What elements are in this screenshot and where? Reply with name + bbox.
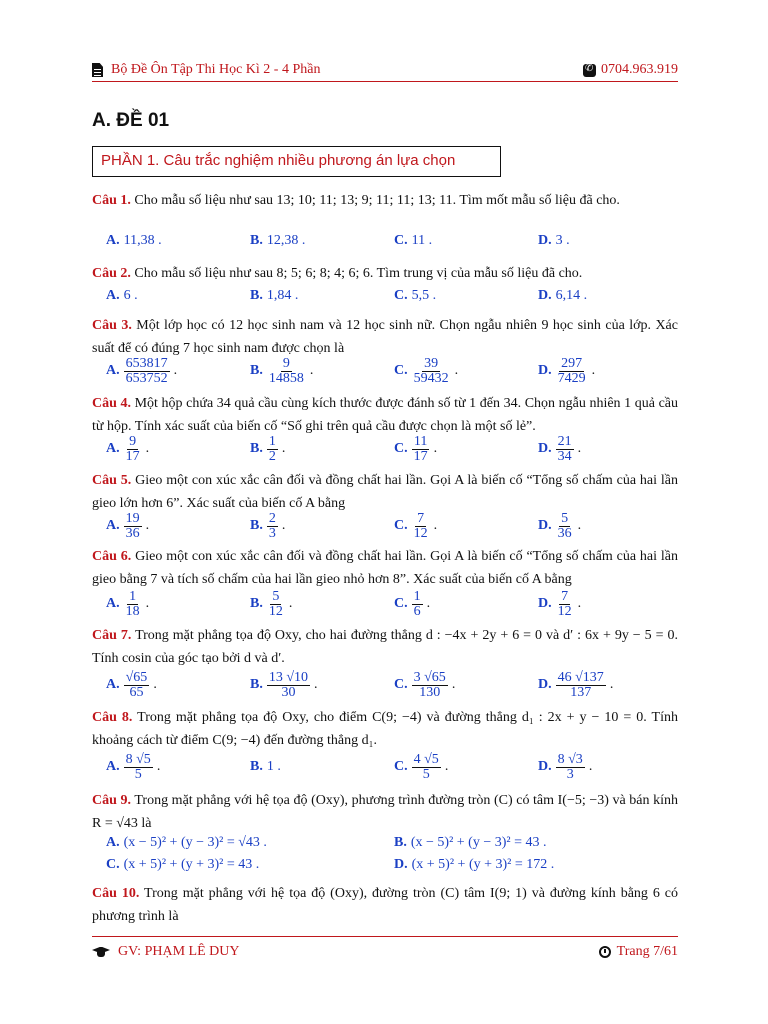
question-text: Cho mẫu số liệu như sau 13; 10; 11; 13; 9; 11; 11; 13; 11. Tìm mốt mẫu số liệu đã cho. [134,193,620,208]
question-label: Câu 7. [92,628,132,643]
option-b: $\frac{13 √10}{30}$ [268,669,309,700]
option-c: $\frac{11}{17}$ [413,433,428,464]
footer-left [92,944,239,960]
option-b-label: B. [250,677,263,692]
question-label: Câu 2. [92,266,131,281]
option-d-label: D. [394,857,408,872]
page-header [92,60,678,82]
clock-icon [599,946,611,958]
option-b-label: B. [250,233,263,248]
option-a: (x − 5)² + (y − 3)² = √43 . [123,835,267,850]
option-a: $\frac{√65}{65}$ [125,669,148,700]
option-b-label: B. [250,441,263,456]
option-a: $\frac{9}{17}$ [125,433,140,464]
option-d: $\frac{21}{34}$ [557,433,572,464]
option-d-label: D. [538,288,552,303]
option-b-label: B. [250,759,263,774]
option-a: $\frac{653817}{653752}$ [125,355,168,386]
question-7 [92,624,678,670]
question-9 [92,789,678,835]
option-d-label: D. [538,596,552,611]
question-text: Trong mặt phẳng tọa độ Oxy, cho điểm C(9; −4) và đường thẳng d₁ : 2x + y − 10 = 0. Tính khoảng cách từ điểm C(9; −4) đến đường thẳng d₁. [92,710,678,748]
option-c-label: C. [394,596,408,611]
option-a: $\frac{8 √5}{5}$ [125,751,151,782]
option-d: 6,14 . [555,288,588,303]
part-title: PHẦN 1. Câu trắc nghiệm nhiều phương án lựa chọn [92,146,501,177]
question-label: Câu 10. [92,886,140,901]
options-2 [92,281,678,311]
question-label: Câu 8. [92,710,133,725]
footer-author: GV: PHẠM LÊ DUY [118,944,240,959]
question-text: Gieo một con xúc xắc cân đối và đồng chất hai lần. Gọi A là biến cố “Tổng số chấm của hai lần gieo bằng 7 và tích số chấm của hai lần gieo nhỏ hơn 8”. Xác suất của biến cố A bằng [92,549,679,587]
options-8: A. $\frac{8 √5}{5}$ . B. 1 . C. $\frac{4 √5}{5}$ . D. $\frac{8 √3}{3}$ . [106,751,593,782]
option-a-label: A. [106,441,120,456]
option-a-label: A. [106,596,120,611]
question-label: Câu 4. [92,396,131,411]
option-d: 3 . [555,233,570,248]
question-text: Trong mặt phẳng với hệ tọa độ (Oxy), đường tròn (C) tâm I(9; 1) và đường kính bằng 6 có phương trình là [92,886,679,924]
question-8 [92,706,678,752]
option-a: 6 . [123,288,138,303]
option-d: (x + 5)² + (y + 3)² = 172 . [411,857,555,872]
option-c: 5,5 . [411,288,437,303]
option-d-label: D. [538,759,552,774]
option-d-label: D. [538,363,552,378]
options-7: A. $\frac{√65}{65}$ . B. $\frac{13 √10}{30}$ . C. $\frac{3 √65}{130}$ . D. $\frac{46 √137}{137}$ . [106,669,614,700]
option-a-label: A. [106,363,120,378]
option-d-label: D. [538,233,552,248]
options-9 [92,832,678,876]
option-a-label: A. [106,759,120,774]
options-5: A. $\frac{19}{36}$ . B. $\frac{2}{3}$ . C. $\frac{7}{12}$ . D. $\frac{5}{36}$ . [106,510,582,541]
question-1 [92,189,678,212]
document-icon [92,63,103,77]
option-b-label: B. [250,596,263,611]
footer-right [599,944,678,960]
question-text: Cho mẫu số liệu như sau 8; 5; 6; 8; 4; 6; 6. Tìm trung vị của mẫu số liệu đã cho. [134,266,583,281]
option-a-label: A. [106,518,120,533]
footer-page: Trang 7/61 [616,944,678,959]
option-c: $\frac{7}{12}$ [413,510,428,541]
question-label: Câu 5. [92,473,132,488]
section-title: A. ĐỀ 01 [92,110,170,131]
options-6: A. $\frac{1}{18}$ . B. $\frac{5}{12}$ . C. $\frac{1}{6}$ . D. $\frac{7}{12}$ . [106,588,582,619]
question-label: Câu 1. [92,193,131,208]
option-d: $\frac{5}{36}$ [557,510,572,541]
option-c-label: C. [394,233,408,248]
option-d: $\frac{8 √3}{3}$ [557,751,583,782]
option-b: $\frac{9}{14858}$ [268,355,304,386]
option-c: (x + 5)² + (y + 3)² = 43 . [123,857,260,872]
question-label: Câu 3. [92,318,132,333]
option-c-label: C. [106,857,120,872]
option-d-label: D. [538,441,552,456]
option-c: $\frac{39}{59432}$ [413,355,449,386]
option-d: $\frac{46 √137}{137}$ [557,669,604,700]
option-b: (x − 5)² + (y − 3)² = 43 . [410,835,547,850]
header-title: Bộ Đề Ôn Tập Thi Học Kì 2 - 4 Phần [111,62,321,77]
option-c: $\frac{3 √65}{130}$ [413,669,446,700]
option-b: $\frac{2}{3}$ [268,510,276,541]
option-a: 11,38 . [123,233,162,248]
options-3: A. $\frac{653817}{653752}$ . B. $\frac{9}{14858}$ . C. $\frac{39}{59432}$ . D. $\frac{297}{7429}$ . [106,355,596,386]
option-a: $\frac{1}{18}$ [125,588,140,619]
question-6 [92,545,678,591]
option-c-label: C. [394,441,408,456]
header-phone: 0704.963.919 [601,62,678,77]
option-a-label: A. [106,677,120,692]
option-c-label: C. [394,363,408,378]
option-d: $\frac{297}{7429}$ [557,355,586,386]
option-d-label: D. [538,518,552,533]
header-left [92,62,320,78]
option-a-label: A. [106,233,120,248]
graduation-cap-icon [92,947,110,958]
option-c-label: C. [394,518,408,533]
option-d: $\frac{7}{12}$ [557,588,572,619]
question-label: Câu 6. [92,549,132,564]
options-4: A. $\frac{9}{17}$ . B. $\frac{1}{2}$ . C. $\frac{11}{17}$ . D. $\frac{21}{34}$ . [106,433,582,464]
option-c: $\frac{4 √5}{5}$ [413,751,439,782]
question-text: Một hộp chứa 34 quả cầu cùng kích thước được đánh số từ 1 đến 34. Chọn ngẫu nhiên 1 quả cầu từ hộp. Tính xác suất của biến cố “Số ghi trên quả cầu được chọn là một số lẻ”. [92,396,678,434]
option-a-label: A. [106,835,120,850]
option-a-label: A. [106,288,120,303]
option-c: $\frac{1}{6}$ [413,588,421,619]
option-b: $\frac{1}{2}$ [268,433,276,464]
option-b: 12,38 . [266,233,306,248]
option-b-label: B. [250,363,263,378]
options-1 [92,226,678,256]
phone-icon [583,64,596,77]
question-label: Câu 9. [92,793,131,808]
option-c-label: C. [394,288,408,303]
option-d-label: D. [538,677,552,692]
option-c-label: C. [394,677,408,692]
option-b: 1 . [266,759,281,774]
option-b-label: B. [250,288,263,303]
page-footer [92,936,678,964]
question-text: Trong mặt phẳng với hệ tọa độ (Oxy), phương trình đường tròn (C) có tâm I(−5; −3) và bán kính R = √43 là [92,793,678,831]
option-b: 1,84 . [266,288,299,303]
question-text: Gieo một con xúc xắc cân đối và đồng chất hai lần. Gọi A là biến cố “Tổng số chấm của hai lần gieo lớn hơn 6”. Xác suất của biến cố A bằng [92,473,679,511]
option-a: $\frac{19}{36}$ [125,510,140,541]
option-b-label: B. [250,518,263,533]
option-c: 11 . [411,233,433,248]
question-10 [92,882,678,928]
option-c-label: C. [394,759,408,774]
option-b-label: B. [394,835,407,850]
header-right [583,62,678,78]
option-b: $\frac{5}{12}$ [268,588,283,619]
question-text: Một lớp học có 12 học sinh nam và 12 học sinh nữ. Chọn ngẫu nhiên 9 học sinh của lớp. Xác suất để có đúng 7 học sinh nam được chọn là [92,318,678,356]
question-text: Trong mặt phẳng tọa độ Oxy, cho hai đường thẳng d : −4x + 2y + 6 = 0 và d′ : 6x + 9y − 5 = 0. Tính cosin của góc tạo bởi d và d′. [92,628,678,666]
